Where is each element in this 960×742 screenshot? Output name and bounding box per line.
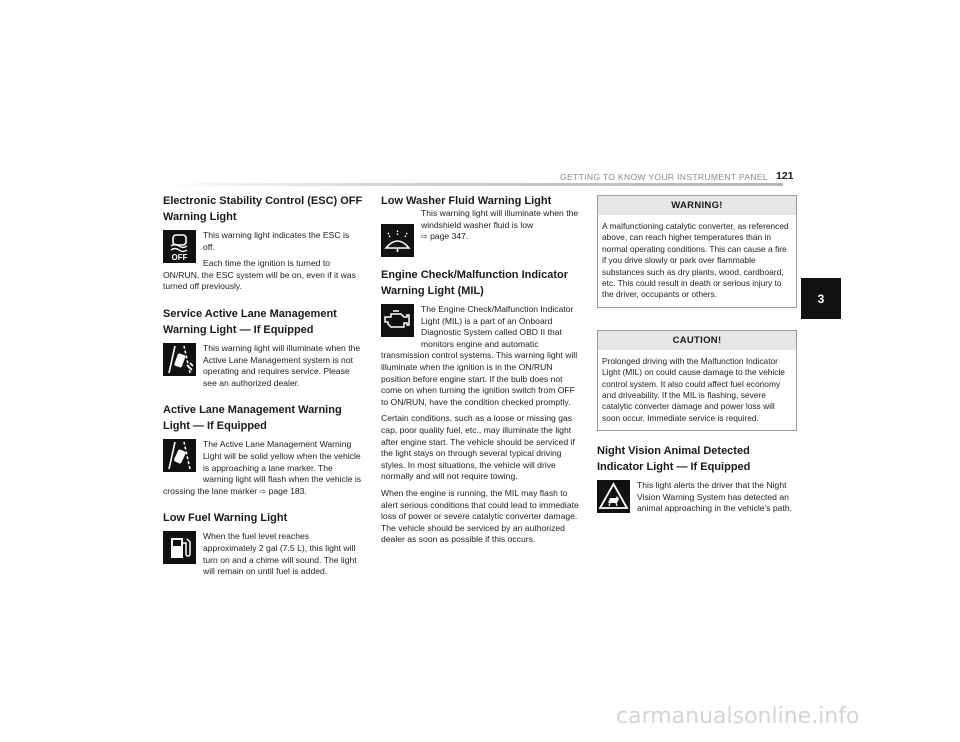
section-title: Night Vision Animal Detected Indicator Light — If Equipped (597, 445, 751, 474)
caution-box (597, 330, 797, 431)
section-text: Certain conditions, such as a loose or missing gas cap, poor quality fuel, etc., may illuminate the light after engine start. The vehicle should be serviced if the light stays on through several typical driving styles. In most situations, the vehicle will drive normally and will not require towing. (381, 413, 575, 482)
section-esc-off (163, 193, 363, 298)
section-text: Each time the ignition is turned to ON/RUN, the ESC system will be on, even if it was turned off previously. (163, 258, 356, 292)
check-engine-icon (381, 304, 414, 337)
lane-management-icon (163, 439, 196, 472)
section-low-fuel (163, 510, 363, 582)
page-reference-link[interactable]: page 347. (430, 231, 469, 242)
section-night-vision (597, 443, 797, 520)
section-title: Active Lane Management Warning Light — If Equipped (163, 404, 342, 433)
section-text: The Active Lane Management Warning Light will be solid yellow when the vehicle is approaching a lane marker. The warning light will flash when the vehicle is crossing the lane marker ⇨ page 183. (163, 439, 362, 496)
caution-text: Prolonged driving with the Malfunction Indicator Light (MIL) on could cause damage to the vehicle control system. It also could affect fuel economy and driveability. If the MIL is flashing, severe catalytic converter damage and power loss will soon occur. Immediate service is required. (602, 355, 785, 423)
section-title: Service Active Lane Management Warning Light — If Equipped (163, 307, 337, 336)
section-title: Low Fuel Warning Light (163, 512, 288, 525)
warning-box (597, 195, 797, 308)
column-right (597, 195, 797, 528)
section-title: Engine Check/Malfunction Indicator Warning Light (MIL) (381, 269, 569, 297)
section-mil (381, 267, 581, 546)
arrow-icon: ⇨ (421, 232, 428, 242)
warning-text: A malfunctioning catalytic converter, as referenced above, can reach higher temperatures than in normal operating conditions. This can cause a fire if you drive slowly or park over flammable substances such as dry plants, wood, cardboard, etc. This could result in death or serious injury to the driver, occupants or others. (602, 221, 789, 300)
watermark: carmanualsonline.info (616, 704, 860, 729)
section-text: This warning light indicates the ESC is off. (203, 230, 350, 252)
washer-fluid-icon (381, 224, 414, 257)
section-service-lane (163, 306, 363, 394)
animal-warning-icon (597, 480, 630, 513)
service-lane-management-icon (163, 343, 196, 376)
column-middle (381, 193, 581, 554)
section-text: The Engine Check/Malfunction Indicator Light (MIL) is a part of an Onboard Diagnostic System called OBD II that monitors engine and automatic transmission control systems. This warning light will illuminate when the ignition is in the ON/RUN position before engine start. If the bulb does not come on when turning the ignition switch from OFF to ON/RUN, have the condition checked promptly. (381, 304, 578, 407)
arrow-icon: ⇨ (259, 486, 267, 496)
section-text: When the engine is running, the MIL may flash to alert serious conditions that could lead to immediate loss of power or severe catalytic converter damage. The vehicle should be serviced by an authorized dealer as soon as possible if this occurs. (381, 487, 579, 545)
section-title: Electronic Stability Control (ESC) OFF Warning Light (163, 195, 363, 223)
section-text: This warning light will illuminate when the windshield washer fluid is low ⇨ page 347. (421, 208, 579, 242)
running-header: GETTING TO KNOW YOUR INSTRUMENT PANEL (560, 172, 768, 182)
page-reference-link[interactable]: page 183. (268, 485, 307, 496)
section-low-washer (381, 193, 581, 259)
caution-title: CAUTION! (598, 331, 796, 350)
section-text: This light alerts the driver that the Night Vision Warning System has detected an animal approaching in the vehicle's path. (637, 480, 792, 514)
section-title: Low Washer Fluid Warning Light (381, 195, 552, 207)
esc-off-icon (163, 230, 196, 263)
section-text: When the fuel level reaches approximately 2 gal (7.5 L), this light will turn on and a chime will sound. The light will remain on until fuel is added. (203, 531, 357, 577)
chapter-tab[interactable]: 3 (801, 278, 841, 319)
header-rule (163, 183, 783, 186)
page-number: 121 (776, 170, 794, 182)
section-text: This warning light will illuminate when the Active Lane Management system is not operating and requires service. Please see an authorized dealer. (203, 342, 361, 388)
esc-off-label: OFF (171, 253, 188, 262)
column-left (163, 193, 363, 591)
section-lane-management (163, 402, 363, 502)
fuel-pump-icon (163, 531, 196, 564)
warning-title: WARNING! (598, 196, 796, 215)
